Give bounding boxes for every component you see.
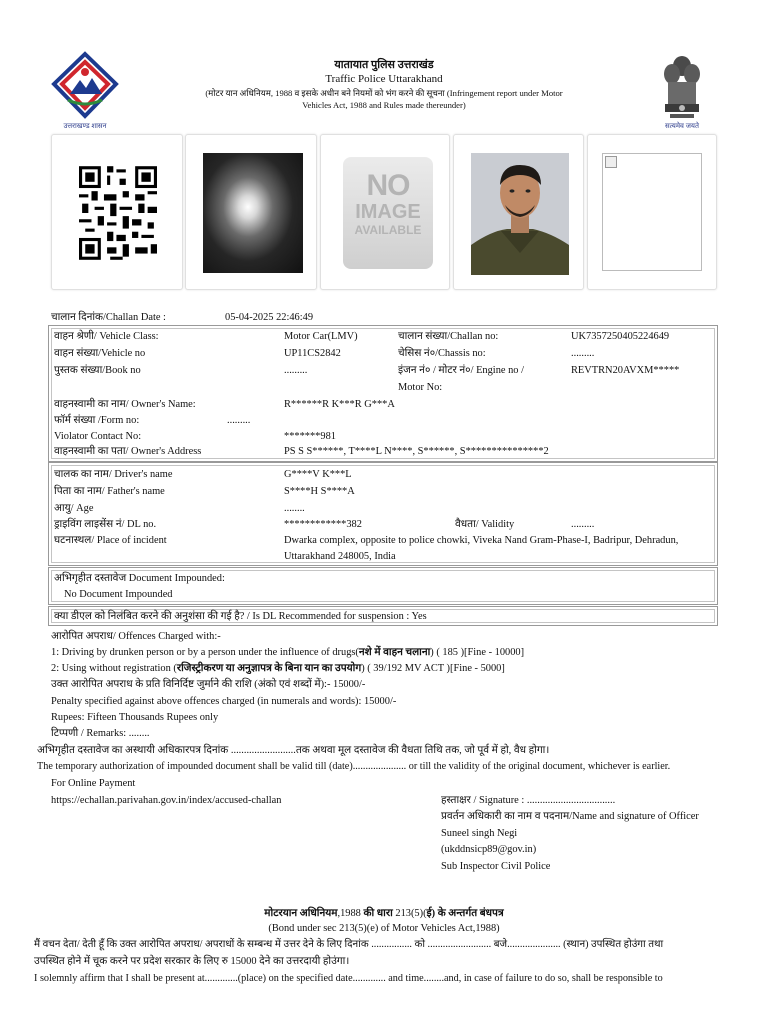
owner-name-label: वाहनस्वामी का नाम/ Owner's Name: [54, 399, 196, 410]
vehicle-details-box [48, 325, 718, 462]
officer-name: Suneel singh Negi [441, 828, 518, 839]
driver-details-box [48, 462, 718, 566]
right-logo-caption: सत्यमेव जयते [665, 122, 699, 130]
no-image-text-2: IMAGE [355, 201, 421, 223]
title-hindi: यातायात पुलिस उत्तराखंड [334, 59, 434, 71]
subtitle-line-2: Vehicles Act, 1988 and Rules made thereunder) [302, 100, 466, 111]
offence-2-hindi: रजिस्ट्रीकरण या अनुज्ञापत्र के बिना यान का उपयोग [176, 663, 362, 674]
no-image-text-1: NO [366, 169, 410, 202]
father-name-value: S****H S****A [284, 486, 355, 497]
bond-title-section-word: की धारा [363, 908, 396, 919]
penalty-words: Rupees: Fifteen Thousands Rupees only [51, 712, 219, 723]
offences-heading: आरोपित अपराध/ Offences Charged with:- [51, 631, 221, 642]
validity-value: ......... [571, 519, 595, 530]
owner-address-value: PS S S******, T****L N****, S******, S***************2 [284, 446, 549, 457]
engine-label-1: इंजन नं० / मोटर नं०/ Engine no / [398, 365, 524, 376]
bond-subtitle: (Bond under sec 213(5)(e) of Motor Vehicles Act,1988) [268, 923, 500, 934]
vehicle-class-value: Motor Car(LMV) [284, 331, 358, 342]
title-english: Traffic Police Uttarakhand [325, 73, 443, 86]
bond-title-clause: ई [426, 908, 432, 919]
report-header [176, 58, 592, 112]
penalty-english: Penalty specified against above offences charged (in numerals and words): 15000/- [51, 696, 397, 707]
bond-title-end: ) के अन्तर्गत बंधपत्र [431, 908, 504, 919]
book-no-label: पुस्तक संख्या/Book no [54, 365, 141, 376]
challan-no-label: चालान संख्या/Challan no: [398, 331, 499, 342]
age-label: आयु/ Age [54, 503, 94, 514]
offence-1-section: ) ( 185 )[Fine - 10000] [430, 647, 525, 658]
temp-authorization-hindi: अभिगृहीत दस्तावेज का अस्थायी अधिकारपत्र दिनांक .........................तक अथवा मूल दस्तावेज की वैधता तिथि तक, जो पूर्व में हो, वैध होगा। [37, 745, 550, 756]
uttarakhand-logo [50, 50, 120, 132]
bond-title-year: ,1988 [337, 908, 364, 919]
dl-no-label: ड्राइविंग लाइसेंस नं/ DL no. [54, 519, 157, 530]
offence-1 [51, 646, 524, 660]
form-no-value: ......... [227, 415, 251, 426]
broken-image-placeholder [602, 153, 702, 271]
incident-photo-box [185, 134, 317, 290]
online-payment-label: For Online Payment [51, 778, 136, 789]
challan-no-value: UK7357250405224649 [571, 331, 670, 342]
offence-1-hindi: नशे में वाहन चलाना [358, 647, 431, 658]
no-image-box [320, 134, 450, 290]
qr-code-box [51, 134, 183, 290]
chassis-value: ......... [571, 348, 595, 359]
officer-email: (ukddnsicp89@gov.in) [441, 844, 537, 855]
owner-name-value: R******R K***R G***A [284, 399, 395, 410]
validity-label: वैधता/ Validity [455, 519, 515, 530]
broken-image-box [587, 134, 717, 290]
vehicle-class-label: वाहन श्रेणी/ Vehicle Class: [54, 331, 159, 342]
bond-title [0, 907, 768, 921]
bond-hindi-line-1: मैं वचन देता/ देती हूँ कि उक्त आरोपित अपराध/ अपराधों के सम्बन्ध में उत्तर देने के लिए दिनांक ................ को ......................... बजे..................... (स्थान) उपस्थित होउंगा तथा [34, 939, 664, 950]
national-emblem [660, 52, 704, 132]
no-image-placeholder [343, 157, 433, 269]
suspension-text: क्या डीएल को निलंबित करने की अनुशंसा की गई है? / Is DL Recommended for suspension : Yes [54, 611, 427, 622]
place-label: घटनास्थल/ Place of incident [54, 535, 167, 546]
bond-title-section: 213(5)( [395, 908, 427, 919]
offence-1-text: 1: Driving by drunken person or by a person under the influence of drugs( [51, 647, 359, 658]
driver-name-value: G****V K***L [284, 469, 352, 480]
suspension-box [48, 606, 718, 626]
engine-label-2: Motor No: [398, 382, 443, 393]
impounded-value: No Document Impounded [64, 589, 173, 600]
challan-date-label: चालान दिनांक/Challan Date : [51, 312, 166, 323]
officer-title: प्रवर्तन अधिकारी का नाम व पदनाम/Name and signature of Officer [441, 811, 699, 822]
vehicle-no-label: वाहन संख्या/Vehicle no [54, 348, 146, 359]
book-no-value: ......... [284, 365, 308, 376]
owner-address-label: वाहनस्वामी का पता/ Owner's Address [54, 446, 202, 457]
father-name-label: पिता का नाम/ Father's name [54, 486, 165, 497]
bond-english-line-1: I solemnly affirm that I shall be present at.............(place) on the specified date............. and time........and, in case of failure to do so, shall be responsible to [34, 973, 663, 984]
temp-authorization-english: The temporary authorization of impounded document shall be valid till (date)..................... or till the validity of the original document, whichever is earlier. [37, 761, 671, 772]
chassis-label: चेसिस नं०/Chassis no: [398, 348, 486, 359]
offence-2-section: ) ( 39/192 MV ACT )[Fine - 5000] [361, 663, 505, 674]
vehicle-no-value: UP11CS2842 [284, 348, 341, 359]
place-value-2: Uttarakhand 248005, India [284, 551, 396, 562]
broken-image-icon [605, 156, 617, 168]
violator-photo-box [453, 134, 584, 290]
remarks: टिप्पणी / Remarks: ........ [51, 728, 150, 739]
bond-title-act: मोटरयान अधिनियम [264, 908, 338, 919]
contact-value: *******981 [284, 431, 336, 442]
officer-rank: Sub Inspector Civil Police [441, 861, 551, 872]
no-image-text-3: AVAILABLE [354, 223, 422, 237]
subtitle-line-1: (मोटर यान अधिनियम, 1988 व इसके अधीन बने नियमों को भंग करने की सूचना (Infringement report under Motor [205, 87, 563, 98]
engine-value: REVTRN20AVXM***** [571, 365, 680, 376]
left-logo-caption: उत्तराखण्ड शासन [63, 122, 107, 130]
impounded-label: अभिगृहीत दस्तावेज Document Impounded: [54, 573, 225, 584]
offence-2-text: 2: Using without registration ( [51, 663, 177, 674]
driver-name-label: चालक का नाम/ Driver's name [54, 469, 173, 480]
challan-date-value: 05-04-2025 22:46:49 [225, 312, 314, 323]
form-no-label: फॉर्म संख्या /Form no: [54, 415, 140, 426]
impounded-box [48, 567, 718, 605]
officer-signature: हस्ताक्षर / Signature : .................................. [441, 795, 616, 806]
penalty-hindi: उक्त आरोपित अपराध के प्रति विनिर्दिष्ट जुर्माने की राशि (अंको एवं शब्दों में):- 15000/- [51, 679, 366, 690]
offence-2 [51, 662, 505, 676]
qr-code-icon [79, 165, 157, 261]
dl-no-value: ************382 [284, 519, 362, 530]
challan-date-row [51, 311, 314, 325]
online-payment-link[interactable]: https://echallan.parivahan.gov.in/index/accused-challan [51, 795, 282, 806]
violator-photo [471, 153, 569, 275]
bond-hindi-line-2: उपस्थित होने में चूक करने पर प्रदेश सरकार के लिए रु 15000 देने का उत्तरदायी होउंगा। [34, 956, 350, 967]
age-value: ........ [284, 503, 305, 514]
contact-label: Violator Contact No: [54, 431, 142, 442]
place-value-1: Dwarka complex, opposite to police chowki, Viveka Nand Gram-Phase-I, Badripur, Dehradun, [284, 535, 679, 546]
incident-photo [203, 153, 303, 273]
